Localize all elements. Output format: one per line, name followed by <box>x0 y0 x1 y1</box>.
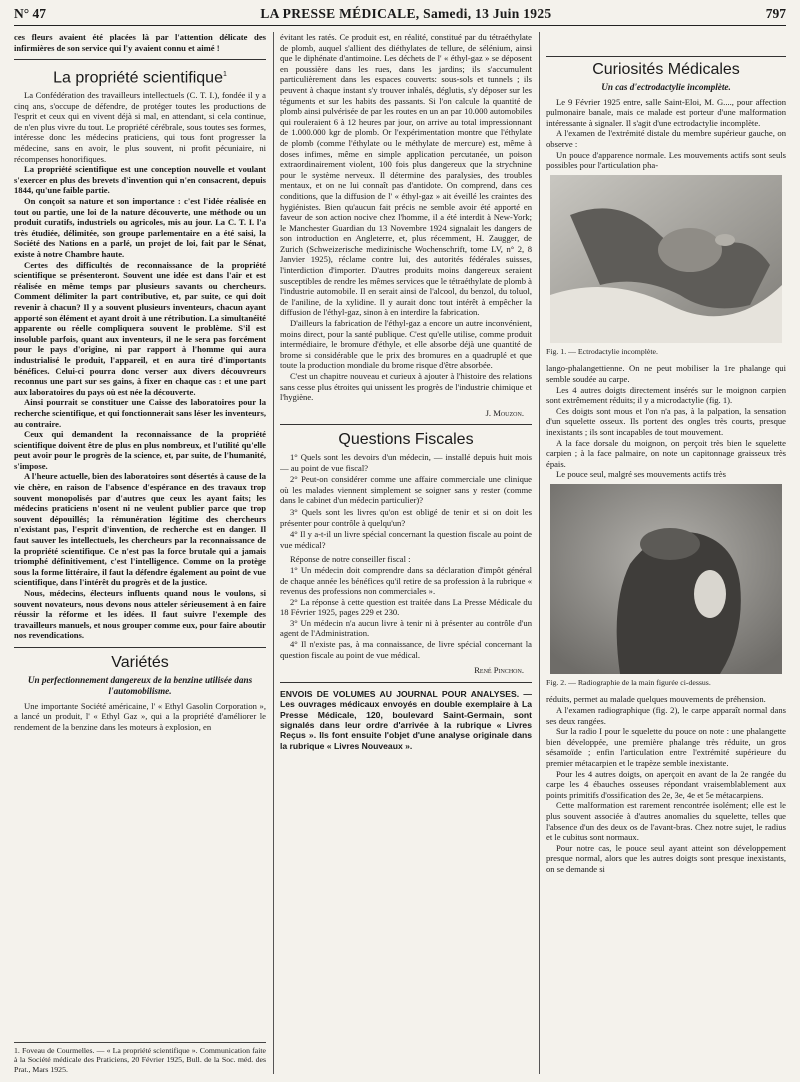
intro-text: ces fleurs avaient été placées là par l'attention délicate des infirmières de son service qui l'y avaient connu et aimé ! <box>14 32 266 53</box>
paragraph: Le pouce seul, malgré ses mouvements actifs très <box>556 469 726 480</box>
figure-2-caption: Fig. 2. — Radiographie de la main figurée ci-dessus. <box>546 677 711 687</box>
paragraph: Une importante Société américaine, l' « Ethyl Gasolin Corporation », a lancé un produit, l' « Ethyl Gaz », qui a la propriété d'améliorer le rendement de la benzine dans les moteurs à explosion, en <box>14 700 266 732</box>
section-rule <box>14 647 266 648</box>
section-rule <box>546 56 786 57</box>
paragraph: Les 4 autres doigts directement insérés sur le moignon carpien sont extrêmement réduits; il y a microdactylie (fig. 1). <box>546 384 786 406</box>
paragraph: Ceux qui demandent la reconnaissance de la propriété scientifique doivent être de plus en plus nombreux, et l'utilité qu'elle peut avoir pour le progrès de la science, et, par suite, de l'humanité, s'impose. <box>14 429 266 471</box>
varietes-subtitle: Un perfectionnement dangereux de la benzine utilisée dans l'automobilisme. <box>27 674 253 696</box>
radiograph-figure <box>550 484 782 674</box>
paragraph: A l'examen radiographique (fig. 2), le carpe apparaît normal dans ses deux rangées. <box>546 705 786 726</box>
paragraph: Sur la radio I pour le squelette du pouce on note : une phalangette bien développée, une première phalange très réduite, un gros sésamoïde ; enfin l'articulation entre l'extrémité supérieure du premier métacarpien et le trapèze semble inexistante. <box>546 726 786 769</box>
paragraph: La propriété scientifique est une conception nouvelle et voulant s'exercer en plus des brevets d'invention qui n'en consacrent, depuis 1844, qu'une faible partie. <box>14 164 266 196</box>
question: 3° Quels sont les livres qu'on est obligé de tenir et si on doit les présenter pour contrôle à quelqu'un? <box>280 506 532 528</box>
paragraph: C'est un chapitre nouveau et curieux à ajouter à l'histoire des relations sans cesse plus étroites qui unissent les progrès de l'industrie chimique et l'hygiène. <box>280 371 532 403</box>
question: 4° Il y a-t-il un livre spécial concernant la question fiscale au point de vue médical? <box>280 529 532 550</box>
paragraph: Un pouce d'apparence normale. Les mouvements actifs sont seuls possibles pour l'articulation pha- <box>546 149 786 171</box>
varietes-title: Variétés <box>111 653 169 671</box>
paragraph: Nous, médecins, électeurs influents quand nous le voulons, si souvent novateurs, nous devons nous atteler sérieusement à en faire réussir la réforme et les idées. Il faut suivre l'exemple des travailleurs manuels, et nous grouper comme eux, pour faire aboutir nos revendications. <box>14 588 266 641</box>
answer: 4° Il n'existe pas, à ma connaissance, de livre spécial concernant la question fiscale au point de vue médical. <box>280 639 532 660</box>
reponse-intro: Réponse de notre conseiller fiscal : <box>290 554 411 565</box>
journal-title: LA PRESSE MÉDICALE, Samedi, 13 Juin 1925 <box>260 6 552 21</box>
paragraph: A l'examen de l'extrémité distale du membre supérieur gauche, on observe : <box>546 128 786 149</box>
questions-title: Questions Fiscales <box>338 431 474 449</box>
paragraph: A la face dorsale du moignon, on perçoit très bien le squelette carpien ; à la face palmaire, on note un capitonnage graisseux très épais. <box>546 437 786 469</box>
paragraph: D'ailleurs la fabrication de l'éthyl-gaz a encore un autre inconvénient, moins direct, pour la santé publique. C'est qu'elle utilise, comme produit intermédiaire, le bromure d'éthyle, et elle absorbe déjà une quantité de brome si considérable que le prix des bromures en a quadruplé et que toute la production mondiale du brome risque d'être absorbée. <box>280 318 532 371</box>
paragraph: A l'heure actuelle, bien des laboratoires sont désertés à cause de la vie chère, en raison de l'absence d'espérance en des travaux trop souvent monopolisés par d'autres que ceux les ayant faits; les médecins praticiens n'osent ni ne veulent publier parce que trop souvent dépouillés; la rémunération légitime des chercheurs n'existant pas, l'esprit d'invention, de recherche est en danger. Il faut sauver les intellectuels, les chercheurs par la reconnaissance de la propriété scientifique. Ce n'est pas la force brutale qui a jamais triomphé définitivement, c'est l'intelligence. Comme on la protège sous la forme littéraire, il faut la défendre également au point de vue scientifique, dans l'intérêt du progrès et de la justice. <box>14 471 266 588</box>
signature: René Pinchon. <box>474 665 524 676</box>
paragraph: Pour notre cas, le pouce seul ayant atteint son développement presque normal, alors que les autres doigts sont presque inexistants, on se demande si <box>546 842 786 874</box>
paragraph: La Confédération des travailleurs intellectuels (C. T. I.), fondée il y a cinq ans, s'occupe de défendre, de protéger toutes les productions de l'esprit et ceux qui en vivent déjà si mal, en attendant, si cela continue, de n'en plus vivre du tout. Le propriété cérébrale, sous toutes ses formes, intéresse donc les médecins praticiens, qui tous font progresser la médecine, sans en avoir, le plus souvent, ni profit pécuniaire, ni récompenses honorifiques. <box>14 90 266 164</box>
footnote: 1. Foveau de Courmelles. — « La propriété scientifique ». Communication faite à la Société médicale des Praticiens, 20 Février 1925, Bull. de la Soc. méd. des Prat., Mars 1925. <box>14 1042 266 1074</box>
columns <box>14 32 786 1074</box>
curiosites-title: Curiosités Médicales <box>592 61 740 78</box>
page-number: 797 <box>765 6 786 21</box>
paragraph: Pour les 4 autres doigts, on aperçoit en avant de la 2e rangée du carpe les 4 ébauches osseuses répondant vraisemblablement aux points primitifs d'ossification des 2e, 3e, 4e et 5e métacarpiens. <box>546 768 786 800</box>
column-divider <box>273 32 274 1074</box>
issue-number: N° 47 <box>14 6 47 21</box>
page-header <box>14 6 786 26</box>
column-divider <box>539 32 540 1074</box>
footnote-mark: 1 <box>222 71 227 79</box>
paragraph: évitant les ratés. Ce produit est, en réalité, constitué par du tétraéthylate de plomb, auquel s'allient des diéthylates de tellure, de sélénium, ainsi que le diphénate d'antimoine. Les déchets de l' « éthyl-gaz » se déposent en poussière dans les rues, dans les jardins; ils s'accumulent particulièrement dans les espaces couverts: sous-sols et tunnels ; ils peuvent à chaque instant s'y trouver inhalés, déglutis, s'y déposer sur les téguments et sur les habits des passants. Si l'on calcule la quantité de plomb ainsi pulvérisée de par les routes en un an par 10.000 automobiles qui rouleraient 6 à 12 heures par jour, on arrive au total impressionnant de 1.000.000 kgr de plomb. Or l'expérimentation montre que l'éthylate de plomb (comme l'éthylate ou le méthylate de mercure) est, même à doses infimes, même en simple application percutanée, un poison extraordinairement violent, 100 fois plus dangereux que la strychnine pour le système nerveux. Il détermine des paralysies, des troubles mentaux, et on ne lui connaît pas d'antidote. On comprend, dans ces conditions, que la diffusion de l' « éthyl-gaz » ait éveillé les craintes des hygiénistes. Bien qu'aucun fait précis ne semble avoir été apporté en faveur de son action nocive chez l'homme, il a été interdit à New-York; le Manchester Guardian du 13 Novembre 1924 signalait les dangers de son introduction en Angleterre, et, plus récemment, H. Zaugger, de Zurich (Schweizerische medizinische Wochenschrift, tome LV, n° 2, 8 Janvier 1925), réclame contre lui, des autorités fédérales suisses, l'interdiction d'importer. D'autres produits moins dangereux seraient susceptibles de rendre les mêmes services que le tétraéthylate de plomb à l'industrie automobile. Il en serait ainsi de l'alcool, du benzol, du toluol, de l'aniline, de la xylidine. Il y aurait donc tout intérêt à empêcher la diffusion de l'éthyl-gaz, sinon à en interdire la fabrication. <box>280 32 532 318</box>
answer: 1° Un médecin doit comprendre dans sa déclaration d'impôt général de chaque année les bénéfices qu'il retire de sa profession à la rubrique « revenus des professions non commerciales ». <box>280 564 532 597</box>
curiosites-subtitle: Un cas d'ectrodactylie incomplète. <box>601 81 731 92</box>
section-rule <box>280 424 532 425</box>
section-rule <box>280 682 532 683</box>
figure-1-caption: Fig. 1. — Ectrodactylie incomplète. <box>546 346 658 356</box>
paragraph: lango-phalangettienne. On ne peut mobiliser la 1re phalange qui semble soudée au carpe. <box>546 363 786 384</box>
paragraph: On conçoit sa nature et son importance : c'est l'idée réalisée en tout ou partie, une loi de la nature découverte, une méthode ou un produit curatifs, industriels ou agricoles, mis au jour. La C. T. I. l'a très étudiée, délimitée, son groupe parlementaire en a été saisi, la Société des Nations en a parlé, un projet de loi, fait par le Sénat, existe à notre Chambre haute. <box>14 196 266 260</box>
paragraph: Ces doigts sont mous et l'on n'a pas, à la palpation, la sensation d'un squelette osseux. Ils portent des ongles très courts, presque inexistants ; ils sont incapables de tout mouvement. <box>546 405 786 437</box>
paragraph: Ainsi pourrait se constituer une Caisse des laboratoires pour la recherche scientifique, et qui fonctionnerait sans léser les inventeurs, au contraire. <box>14 397 266 429</box>
question: 1° Quels sont les devoirs d'un médecin, — installé depuis huit mois — au point de vue fiscal? <box>280 451 532 473</box>
section-rule <box>14 59 266 60</box>
column-3 <box>546 32 786 1074</box>
column-1 <box>14 32 266 1074</box>
paragraph: Cette malformation est rarement rencontrée isolément; elle est le plus souvent associée à d'autres anomalies du squelette, telles que l'absence d'un des deux os de l'avant-bras. Chez notre sujet, le radius et le cubitus sont normaux. <box>546 800 786 843</box>
answer: 2° La réponse à cette question est traitée dans La Presse Médicale du 18 Février 1925, pages 229 et 230. <box>280 596 532 618</box>
paragraph: Le 9 Février 1925 entre, salle Saint-Eloi, M. G...., pour affection pulmonaire banale, mais ce malade est porteur d'une malformation intéressante à signaler. Il s'agit d'une ectrodactylie incomplète. <box>546 96 786 128</box>
signature: J. Mouzon. <box>485 407 524 418</box>
envois-notice: ENVOIS DE VOLUMES AU JOURNAL POUR ANALYSES. — Les ouvrages médicaux envoyés en double exemplaire à La Presse Médicale, 120, boulevard Saint-Germain, sont signalés dans leur ordre d'arrivée à la rubrique « Livres Reçus ». Ils font ensuite l'objet d'une analyse originale dans la rubrique « Livres Nouveaux ». <box>280 688 532 751</box>
answer: 3° Un médecin n'a aucun livre à tenir ni à présenter au contrôle d'un agent de l'Administration. <box>280 617 532 639</box>
paragraph: Certes des difficultés de reconnaissance de la propriété scientifique se présenteront. Souvent une idée est dans l'air et est réalisée en même temps par plusieurs savants ou chercheurs. Comment délimiter la part contributive, et, par suite, ce qui doit revenir à chacun? Il y a souvent plusieurs inventeurs, chacun ayant apporté son élément et ayant droit à une rétribution. La simultanéité apparente ou réelle compliquera souvent le problème. S'il est insoluble parfois, quant aux inventeurs, il ne le sera pas forcément pour le pays d'origine, ni par rapport à l'homme qui aura industrialisé le produit, l'appareil, et en aura tiré d'importants bénéfices. Celui-ci pourra donc verser aux divers découvreurs reconnus une part sur ses gains, à fixer en chaque cas : et une part aux laboratoires du pays où est née la découverte. <box>14 259 266 397</box>
section-title: La propriété scientifique$^1$ <box>53 69 227 87</box>
paragraph: réduits, permet au malade quelques mouvements de préhension. <box>546 694 766 705</box>
hand-photo-figure <box>550 175 782 343</box>
column-2 <box>280 32 532 1074</box>
question: 2° Peut-on considérer comme une affaire commerciale une clinique où les malades viennent simplement se soigner sans y rester (comme dans le cabinet d'un médecin particulier)? <box>280 474 532 506</box>
